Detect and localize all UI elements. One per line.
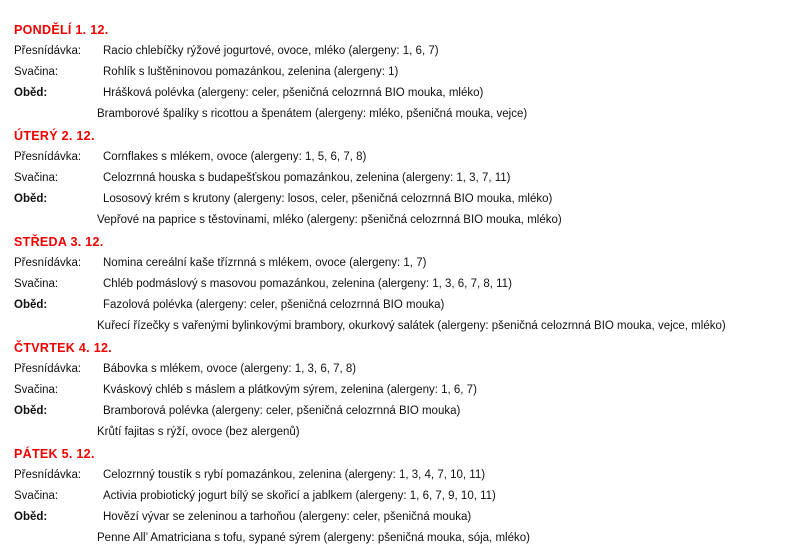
row-presnidavka (14, 359, 795, 380)
row-presnidavka (14, 465, 795, 486)
row-svacina (14, 380, 795, 401)
meal-text-presnidavka: Racio chlebíčky rýžové jogurtové, ovoce, mléko (alergeny: 1, 6, 7) (103, 45, 439, 57)
day-title: PONDĚLÍ 1. 12. (14, 23, 109, 37)
meal-label-presnidavka: Přesnídávka: (14, 363, 82, 375)
meal-label-obed: Oběd: (14, 193, 48, 205)
row-obed (14, 295, 795, 316)
row-obed-continuation (14, 316, 795, 337)
day-section-ctvrtek (14, 338, 795, 443)
meal-text-presnidavka: Bábovka s mlékem, ovoce (alergeny: 1, 3, 6, 7, 8) (103, 363, 357, 375)
meal-label-presnidavka: Přesnídávka: (14, 257, 82, 269)
meal-text-obed-main: Bramborové špalíky s ricottou a špenátem (alergeny: mléko, pšeničná mouka, vejce) (97, 108, 528, 120)
meal-text-obed-soup: Fazolová polévka (alergeny: celer, pšeničná celozrnná BIO mouka) (103, 299, 445, 311)
meal-text-svacina: Chléb podmáslový s masovou pomazánkou, zelenina (alergeny: 1, 3, 6, 7, 8, 11) (103, 278, 512, 290)
row-obed-continuation (14, 104, 795, 125)
row-svacina (14, 168, 795, 189)
meal-text-presnidavka: Celozrnný toustík s rybí pomazánkou, zelenina (alergeny: 1, 3, 4, 7, 10, 11) (103, 469, 486, 481)
row-svacina (14, 486, 795, 507)
meal-text-obed-main: Kuřecí řízečky s vařenými bylinkovými brambory, okurkový salátek (alergeny: pšeničná celozrnná BIO mouka, vejce, mléko) (97, 320, 726, 332)
meal-text-svacina: Activia probiotický jogurt bílý se skořicí a jablkem (alergeny: 1, 6, 7, 9, 10, 11) (103, 490, 496, 502)
meal-text-obed-main: Krůtí fajitas s rýží, ovoce (bez alergenů) (97, 426, 300, 438)
day-section-streda (14, 232, 795, 337)
day-section-patek (14, 444, 795, 546)
meal-text-obed-main: Penne All’ Amatriciana s tofu, sypané sýrem (alergeny: pšeničná mouka, sója, mléko) (97, 532, 530, 544)
meal-label-obed: Oběd: (14, 511, 48, 523)
day-section-utery (14, 126, 795, 231)
row-obed-continuation (14, 210, 795, 231)
meal-label-presnidavka: Přesnídávka: (14, 151, 82, 163)
row-presnidavka (14, 147, 795, 168)
meal-text-presnidavka: Cornflakes s mlékem, ovoce (alergeny: 1, 5, 6, 7, 8) (103, 151, 367, 163)
row-obed-continuation (14, 422, 795, 443)
row-svacina (14, 274, 795, 295)
row-obed (14, 507, 795, 528)
meal-text-obed-main: Vepřové na paprice s těstovinami, mléko (alergeny: pšeničná celozrnná BIO mouka, mléko) (97, 214, 562, 226)
row-presnidavka (14, 253, 795, 274)
meal-label-obed: Oběd: (14, 405, 48, 417)
meal-text-obed-soup: Lososový krém s krutony (alergeny: losos, celer, pšeničná celozrnná BIO mouka, mléko) (103, 193, 553, 205)
day-title: STŘEDA 3. 12. (14, 235, 104, 249)
meal-text-obed-soup: Hovězí vývar se zeleninou a tarhoňou (alergeny: celer, pšeničná mouka) (103, 511, 472, 523)
meal-label-svacina: Svačina: (14, 490, 59, 502)
row-presnidavka (14, 41, 795, 62)
meal-label-svacina: Svačina: (14, 66, 59, 78)
meal-label-svacina: Svačina: (14, 172, 59, 184)
meal-text-svacina: Celozrnná houska s budapešťskou pomazánkou, zelenina (alergeny: 1, 3, 7, 11) (103, 172, 511, 184)
day-title: PÁTEK 5. 12. (14, 447, 95, 461)
row-obed-continuation (14, 528, 795, 546)
meal-text-svacina: Kváskový chléb s máslem a plátkovým sýrem, zelenina (alergeny: 1, 6, 7) (103, 384, 477, 396)
day-section-pondeli (14, 20, 795, 125)
row-obed (14, 83, 795, 104)
meal-label-presnidavka: Přesnídávka: (14, 45, 82, 57)
meal-label-svacina: Svačina: (14, 384, 59, 396)
meal-text-presnidavka: Nomina cereální kaše třízrnná s mlékem, ovoce (alergeny: 1, 7) (103, 257, 427, 269)
meal-text-svacina: Rohlík s luštěninovou pomazánkou, zelenina (alergeny: 1) (103, 66, 399, 78)
row-obed (14, 401, 795, 422)
row-svacina (14, 62, 795, 83)
meal-text-obed-soup: Hrášková polévka (alergeny: celer, pšeničná celozrnná BIO mouka, mléko) (103, 87, 484, 99)
meal-label-presnidavka: Přesnídávka: (14, 469, 82, 481)
row-obed (14, 189, 795, 210)
meal-label-svacina: Svačina: (14, 278, 59, 290)
meal-label-obed: Oběd: (14, 299, 48, 311)
day-title: ÚTERÝ 2. 12. (14, 129, 95, 143)
meal-text-obed-soup: Bramborová polévka (alergeny: celer, pšeničná celozrnná BIO mouka) (103, 405, 461, 417)
meal-label-obed: Oběd: (14, 87, 48, 99)
day-title: ČTVRTEK 4. 12. (14, 341, 112, 355)
